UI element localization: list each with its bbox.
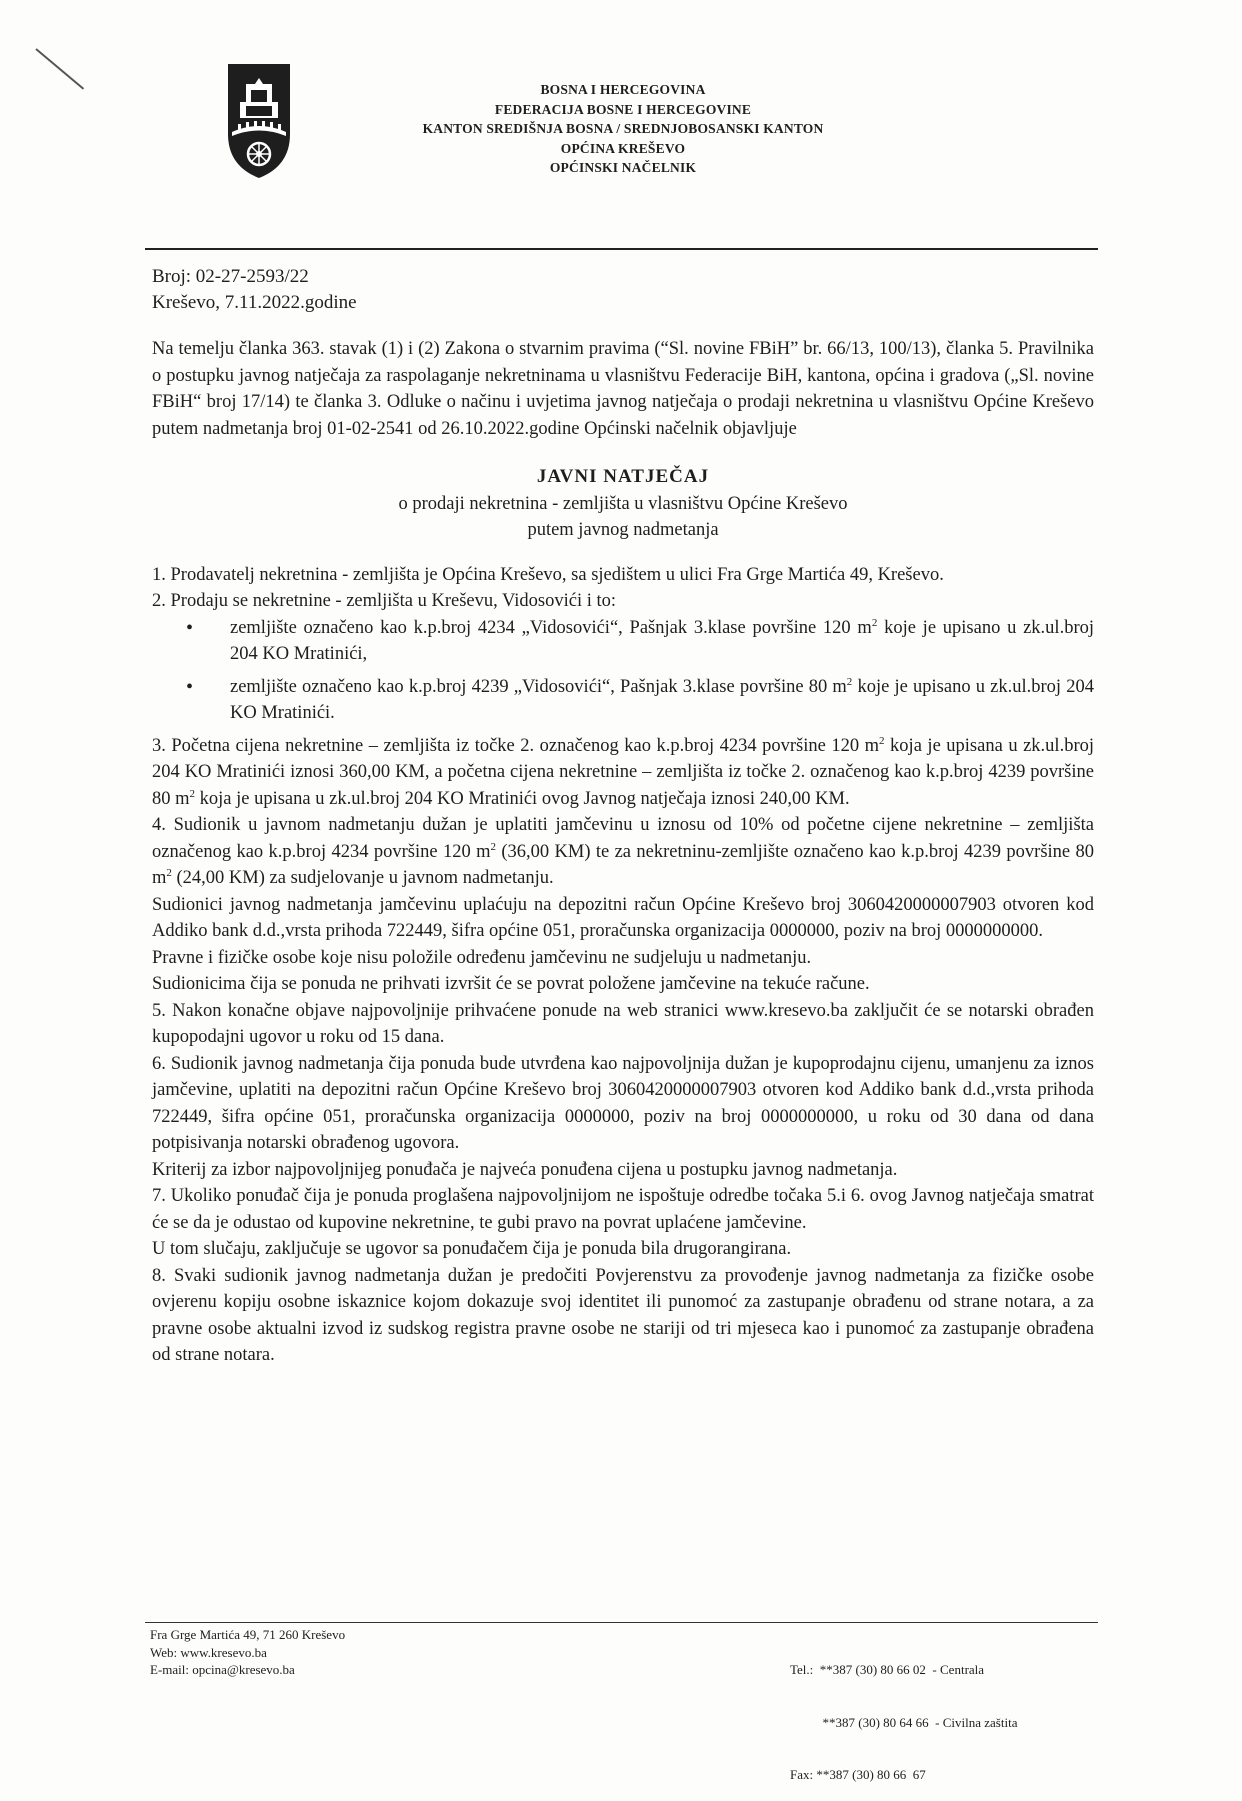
notice-title: [152, 464, 1094, 544]
notice-title-main: JAVNI NATJEČAJ: [536, 466, 710, 487]
footer-fax: Fax: **387 (30) 80 66 67: [790, 1767, 926, 1782]
section-4-no-deposit: Pravne i fizičke osobe koje nisu položile određenu jamčevinu ne sudjeluju u nadmetanju.: [152, 947, 812, 968]
header-divider: [145, 248, 1098, 250]
footer-tel-civil: **387 (30) 80 64 66 - Civilna zaštita: [790, 1714, 1018, 1730]
parcel-1-text-end: koje je upisano u zk.ul.broj 204 KO Mratinići,: [230, 617, 1094, 664]
footer-web: Web: www.kresevo.ba: [150, 1644, 267, 1660]
footer-address: Fra Grge Martića 49, 71 260 Kreševo: [150, 1627, 346, 1642]
header-office: OPĆINSKI NAČELNIK: [549, 160, 697, 175]
footer-tel-central: Tel.: **387 (30) 80 66 02 - Centrala: [790, 1662, 985, 1677]
footer-email: E-mail: opcina@kresevo.ba: [150, 1662, 295, 1677]
section-3-part-b: koja je upisana u zk.ul.broj 204 KO Mratinići iznosi 360,00 KM, a početna cijena nekretnine – zemljišta iz točke 2. označenog kao k.p.broj 4239 površine 80 m: [152, 735, 1095, 809]
footer-divider: [145, 1622, 1098, 1623]
sup-2: 2: [846, 675, 853, 688]
parcel-2-text-end: koje je upisano u zk.ul.broj 204 KO Mratinići.: [230, 676, 1094, 723]
parcel-list: [152, 615, 1094, 727]
section-6: 6. Sudionik javnog nadmetanja čija ponuda bude utvrđena kao najpovoljnija dužan je kupoprodajnu cijenu, umanjenu za iznos jamčevine, uplatiti na depozitni račun Općine Kreševo broj 3060420000007903 otvoren kod Addiko bank d.d.,vrsta prihoda 722449, šifra općine 051, proračunska organizacija 0000000, poziv na broj 0000000000, u roku od 30 dana od dana potpisivanja notarski obrađenog ugovora.: [152, 1053, 1094, 1153]
document-meta: [152, 264, 357, 316]
document-place-date: Kreševo, 7.11.2022.godine: [152, 292, 357, 313]
document-number: Broj: 02-27-2593/22: [152, 266, 309, 287]
document-body: [152, 336, 1094, 1369]
sup-2: 2: [490, 840, 496, 853]
parcel-1-text: zemljište označeno kao k.p.broj 4234 „Vidosovići“, Pašnjak 3.klase površine 120 m: [230, 617, 872, 638]
footer-contact-right: [790, 1626, 1017, 1801]
parcel-item: [230, 674, 1094, 727]
notice-subtitle-1: o prodaji nekretnina - zemljišta u vlasništvu Općine Kreševo: [398, 493, 848, 514]
section-2: 2. Prodaju se nekretnine - zemljišta u Kreševu, Vidosovići i to:: [152, 591, 617, 611]
sup-2: 2: [166, 866, 172, 879]
coat-of-arms-icon: [226, 62, 292, 180]
section-3: [152, 733, 1094, 813]
parcel-item: [230, 615, 1094, 668]
section-4: [152, 812, 1094, 892]
section-3-part-c: koja je upisana u zk.ul.broj 204 KO Mratinići ovog Javnog natječaja iznosi 240,00 KM.: [195, 788, 850, 809]
sup-2: 2: [879, 734, 885, 747]
section-4-payment: Sudionici javnog nadmetanja jamčevinu uplaćuju na depozitni račun Općine Kreševo broj 3060420000007903 otvoren kod Addiko bank d.d.,vrsta prihoda 722449, šifra općine 051, proračunska organizacija 0000000, poziv na broj 0000000000.: [152, 894, 1094, 941]
section-1: 1. Prodavatelj nekretnina - zemljišta je Općina Kreševo, sa sjedištem u ulici Fra Grge Martića 49, Kreševo.: [152, 564, 944, 585]
footer-contact-left: [150, 1626, 345, 1679]
header-federation: FEDERACIJA BOSNE I HERCEGOVINE: [494, 101, 752, 117]
intro-paragraph: Na temelju članka 363. stavak (1) i (2) Zakona o stvarnim pravima (“Sl. novine FBiH” br. 66/13, 100/13), članka 5. Pravilnika o postupku javnog natječaja za raspolaganje nekretninama u vlasništvu Federacije BiH, kantona, općina i gradova („Sl. novine FBiH“ broj 17/14) te članka 3. Odluke o načinu i uvjetima javnog natječaja o prodaji nekretnina u vlasništvu Općine Kreševo putem nadmetanja broj 01-02-2541 od 26.10.2022.godine Općinski načelnik objavljuje: [152, 339, 1094, 439]
header-canton: KANTON SREDIŠNJA BOSNA / SREDNJOBOSANSKI KANTON: [422, 121, 824, 136]
section-4-refund: Sudionicima čija se ponuda ne prihvati izvršit će se povrat položene jamčevine na tekuće račune.: [152, 974, 870, 994]
header-municipality: OPĆINA KREŠEVO: [560, 140, 686, 156]
sup-2: 2: [189, 787, 196, 800]
section-5: 5. Nakon konačne objave najpovoljnije prihvaćene ponude na web stranici www.kresevo.ba zaključit će se notarski obrađen kupopodajni ugovor u roku od 15 dana.: [152, 1000, 1094, 1047]
scan-mark: [35, 48, 84, 89]
header-country: BOSNA I HERCEGOVINA: [540, 82, 706, 97]
section-6-criteria: Kriterij za izbor najpovoljnijeg ponuđača je najveća ponuđena cijena u postupku javnog nadmetanja.: [152, 1159, 898, 1180]
section-3-part-a: 3. Početna cijena nekretnine – zemljišta iz točke 2. označenog kao k.p.broj 4234 površine 120 m: [152, 735, 880, 756]
section-4-part-c: (24,00 KM) za sudjelovanje u javnom nadmetanju.: [171, 868, 554, 888]
section-8: 8. Svaki sudionik javnog nadmetanja dužan je predočiti Povjerenstvu za provođenje javnog nadmetanja za fizičke osobe ovjerenu kopiju osobne iskaznice kojom dokazuje svoj identitet ili punomoć za zastupanje obrađenu od strane notara, a za pravne osobe aktualni izvod iz sudskog registra pravne osobe ne stariji od tri mjeseca kao i punomoć za zastupanje obrađena od strane notara.: [152, 1265, 1094, 1365]
section-4-part-a: 4. Sudionik u javnom nadmetanju dužan je uplatiti jamčevinu u iznosu od 10% od početne cijene nekretnine – zemljišta označenog kao k.p.broj 4234 površine 120 m: [152, 815, 1094, 862]
notice-subtitle-2: putem javnog nadmetanja: [527, 520, 719, 540]
section-4-part-b: (36,00 KM) te za nekretninu-zemljište označeno kao k.p.broj 4239 površine 80 m: [152, 841, 1094, 888]
parcel-2-text: zemljište označeno kao k.p.broj 4239 „Vidosovići“, Pašnjak 3.klase površine 80 m: [230, 676, 847, 697]
sup-2: 2: [871, 616, 878, 629]
section-7: 7. Ukoliko ponuđač čija je ponuda proglašena najpovoljnijom ne ispoštuje odredbe točaka 5.i 6. ovog Javnog natječaja smatrat će se da je odustao od kupovine nekretnine, te gubi pravo na povrat uplaćene jamčevine.: [152, 1186, 1094, 1233]
document-header: [330, 80, 916, 178]
section-7-fallback: U tom slučaju, zaključuje se ugovor sa ponuđačem čija je ponuda bila drugorangirana.: [152, 1239, 792, 1259]
